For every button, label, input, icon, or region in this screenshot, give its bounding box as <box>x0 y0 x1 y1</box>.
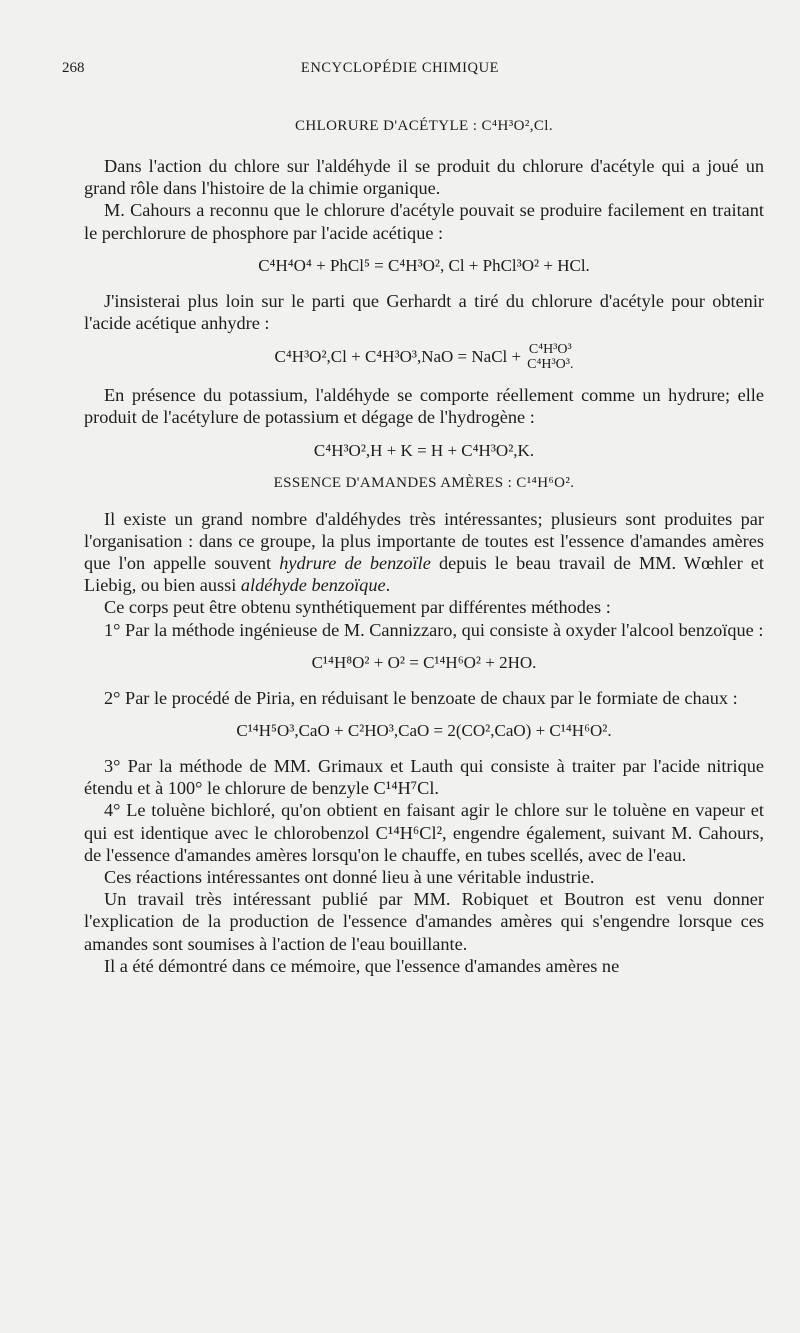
equation: C¹⁴H⁵O³,CaO + C²HO³,CaO = 2(CO²,CaO) + C¹⁴H⁶O². <box>236 721 612 741</box>
paragraph: 2° Par le procédé de Piria, en réduisant le benzoate de chaux par le formiate de chaux : <box>104 687 738 708</box>
page-header <box>0 60 800 82</box>
stacked-formula-bottom: C⁴H³O³. <box>527 357 574 373</box>
section-heading-essence: ESSENCE D'AMANDES AMÈRES : C¹⁴H⁶O². <box>273 474 575 491</box>
stacked-formula-top: C⁴H³O³ <box>528 342 572 358</box>
equation: C⁴H³O²,H + K = H + C⁴H³O²,K. <box>313 440 535 460</box>
paragraph: Il a été démontré dans ce mémoire, que l'essence d'amandes amères ne <box>104 955 620 976</box>
paragraph: 3° Par la méthode de MM. Grimaux et Lauth qui consiste à traiter par l'acide nitrique étendu et à 100° le chlorure de benzyle C¹⁴H⁷Cl. <box>84 756 764 799</box>
paragraph <box>84 508 764 597</box>
page-number: 268 <box>62 60 85 76</box>
paragraph: Ces réactions intéressantes ont donné lieu à une véritable industrie. <box>104 867 595 888</box>
equation: C¹⁴H⁸O² + O² = C¹⁴H⁶O² + 2HO. <box>311 652 537 672</box>
page-body <box>84 118 764 977</box>
text-run: Il existe un grand nombre d'aldéhydes très intéressantes; plusieurs sont produites par l'organisation : dans ce groupe, la plus importante de toutes est l'essence d'amandes amères que l'on appelle souvent <box>84 508 764 574</box>
paragraph: Dans l'action du chlore sur l'aldéhyde il se produit du chlorure d'acétyle qui a joué un grand rôle dans l'histoire de la chimie organique. <box>84 156 764 199</box>
italic-term: hydrure de benzoïle <box>279 553 431 574</box>
section-heading-chlorure: CHLORURE D'ACÉTYLE : C⁴H³O²,Cl. <box>294 118 554 134</box>
stacked-formula <box>527 342 573 372</box>
text-run: depuis le beau travail de MM. Wœhler et Liebig, ou bien aussi <box>84 553 765 596</box>
equation: C⁴H⁴O⁴ + PhCl⁵ = C⁴H³O², Cl + PhCl³O² + HCl. <box>258 255 590 275</box>
paragraph: Ce corps peut être obtenu synthétiquement par différentes méthodes : <box>104 597 611 618</box>
paragraph: En présence du potassium, l'aldéhyde se comporte réellement comme un hydrure; elle produit de l'acétylure de potassium et dégage de l'hydrogène : <box>84 385 764 428</box>
italic-term: aldéhyde benzoïque <box>240 575 386 596</box>
paragraph: 1° Par la méthode ingénieuse de M. Cannizzaro, qui consiste à oxyder l'alcool benzoïque : <box>104 619 764 640</box>
paragraph: Un travail très intéressant publié par MM. Robiquet et Boutron est venu donner l'explication de la production de l'essence d'amandes amères qui s'engendre lorsque ces amandes sont soumises à l'action de l'eau bouillante. <box>84 889 764 954</box>
equation-left: C⁴H³O²,Cl + C⁴H³O³,NaO = NaCl + <box>274 347 522 367</box>
running-head: ENCYCLOPÉDIE CHIMIQUE <box>300 60 500 76</box>
text-run: . <box>385 575 391 596</box>
equation-anhydride <box>84 342 764 372</box>
paragraph: 4° Le toluène bichloré, qu'on obtient en faisant agir le chlore sur le toluène en vapeur et qui est identique avec le chlorobenzol C¹⁴H⁶Cl², engendre également, suivant M. Cahours, de l'essence d'amandes amères lorsqu'on le chauffe, en tubes scellés, avec de l'eau. <box>84 800 764 865</box>
paragraph: M. Cahours a reconnu que le chlorure d'acétyle pouvait se produire facilement en traitant le perchlorure de phosphore par l'acide acétique : <box>84 200 764 243</box>
paragraph: J'insisterai plus loin sur le parti que Gerhardt a tiré du chlorure d'acétyle pour obtenir l'acide acétique anhydre : <box>84 290 764 334</box>
